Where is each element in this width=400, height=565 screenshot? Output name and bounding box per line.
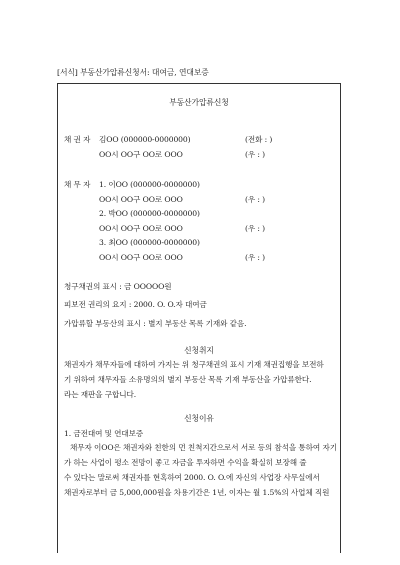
reasons-line: 채무자 이OO은 채권자와 친한의 먼 친척지간으로서 서로 등의 참석을 통하여 자기: [70, 443, 337, 452]
debtor-3-postal-label: (우 : ): [245, 253, 266, 262]
debtor-role-label: 채 무 자: [64, 180, 91, 189]
property-description: 가압류할 부동산의 표시 : 별지 부동산 목록 기재와 같음.: [64, 319, 247, 328]
purpose-line: 채권자가 채무자들에 대하여 가지는 위 청구채권의 표시 기재 채권집행을 보전하: [64, 360, 324, 369]
creditor-phone-label: (전화 : ): [245, 135, 273, 144]
creditor-name-id: 김OO (000000-0000000): [99, 135, 191, 144]
reasons-line: 수 있다는 말로써 채권자를 현혹하여 2000. O. O.에 자신의 사업장 사무실에서: [64, 473, 320, 482]
debtor-2-postal-label: (우 : ): [245, 224, 266, 233]
creditor-role-label: 채 권 자: [64, 135, 91, 144]
document-title: 부동산가압류신청: [169, 98, 229, 107]
purpose-line: 라는 재판을 구합니다.: [64, 390, 137, 399]
purpose-line: 기 위하여 채무자들 소유명의의 별지 부동산 목록 기재 부동산을 가압류한다.: [64, 375, 312, 384]
reasons-heading: 신청이유: [184, 414, 214, 423]
debtor-2-name-id: 2. 박OO (000000-0000000): [99, 209, 200, 218]
debtor-3-address: OO시 OO구 OO로 OOO: [99, 253, 183, 262]
debtor-1-address: OO시 OO구 OO로 OOO: [99, 195, 183, 204]
creditor-address: OO시 OO구 OO로 OOO: [99, 150, 183, 159]
form-caption: [서식] 부동산가압류신청서: 대여금, 연대보증: [57, 68, 209, 77]
creditor-postal-label: (우 : ): [245, 150, 266, 159]
debtor-3-name-id: 3. 최OO (000000-0000000): [99, 238, 200, 247]
purpose-heading: 신청취지: [184, 346, 214, 355]
debtor-1-postal-label: (우 : ): [245, 195, 266, 204]
reasons-line: 채권자로부터 금 5,000,000원을 차용기간은 1년, 이자는 월 1.5%의 사업체 직원: [64, 488, 330, 497]
debtor-2-address: OO시 OO구 OO로 OOO: [99, 224, 183, 233]
secured-right: 피보전 권리의 요지 : 2000. O. O.자 대여금: [64, 300, 207, 309]
claim-amount: 청구채권의 표시 : 금 OOOOO원: [64, 282, 172, 291]
reasons-line: 가 하는 사업이 평소 전망이 좋고 자금을 투자하면 수익을 확실히 보장해 줄: [64, 458, 307, 467]
debtor-1-name-id: 1. 이OO (000000-0000000): [99, 180, 200, 189]
reasons-subheading: 1. 금전대여 및 연대보증: [64, 429, 144, 438]
